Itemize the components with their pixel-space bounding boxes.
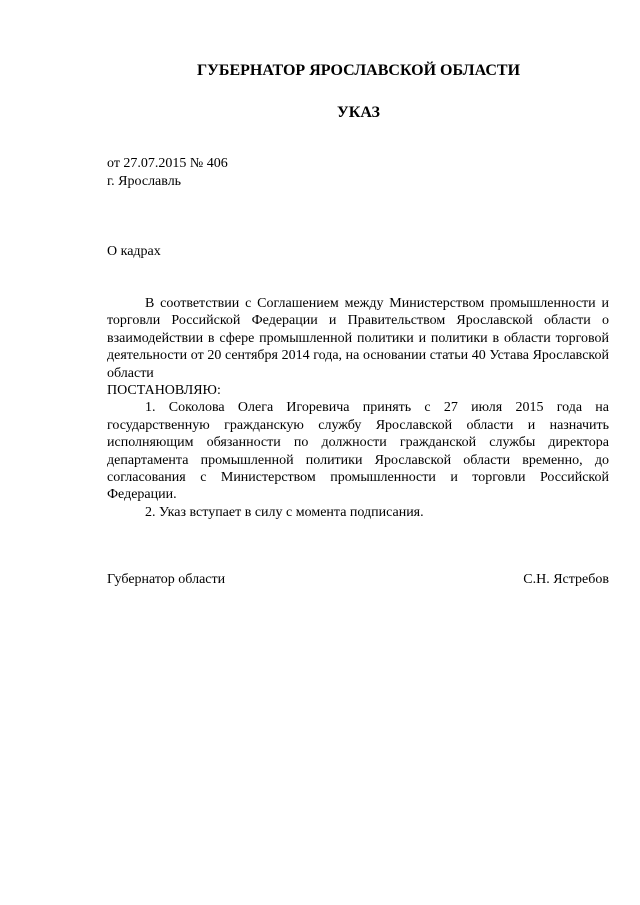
authority-heading: ГУБЕРНАТОР ЯРОСЛАВСКОЙ ОБЛАСТИ	[196, 62, 521, 79]
document-type-heading: УКАЗ	[337, 104, 380, 121]
item-1-paragraph: 1. Соколова Олега Игоревича принять с 27 июля 2015 года на государственную гражданскую службу Ярославской области и назначить исполняющим обязанности по должности гражданской службы директора департамента промышленной политики Ярославской области временно, до согласования с Министерством промышленности и торговли Российской Федерации.	[107, 400, 609, 503]
subject-line: О кадрах	[107, 244, 161, 259]
signature-block	[107, 571, 609, 588]
item-2-paragraph: 2. Указ вступает в силу с момента подписания.	[145, 504, 424, 520]
date-number: от 27.07.2015 № 406	[107, 156, 228, 171]
resolve-word: ПОСТАНОВЛЯЮ:	[107, 383, 221, 399]
preamble-paragraph: В соответствии с Соглашением между Министерством промышленности и торговли Российской Федерации и Правительством Ярославской области о взаимодействии в сфере промышленной политики и политики в области торговой деятельности от 20 сентября 2014 года, на основании статьи 40 Устава Ярославской области	[107, 296, 609, 381]
city: г. Ярославль	[107, 174, 182, 189]
signatory-position: Губернатор области	[107, 572, 226, 587]
signatory-name: С.Н. Ястребов	[523, 572, 609, 587]
document-body	[107, 295, 609, 521]
